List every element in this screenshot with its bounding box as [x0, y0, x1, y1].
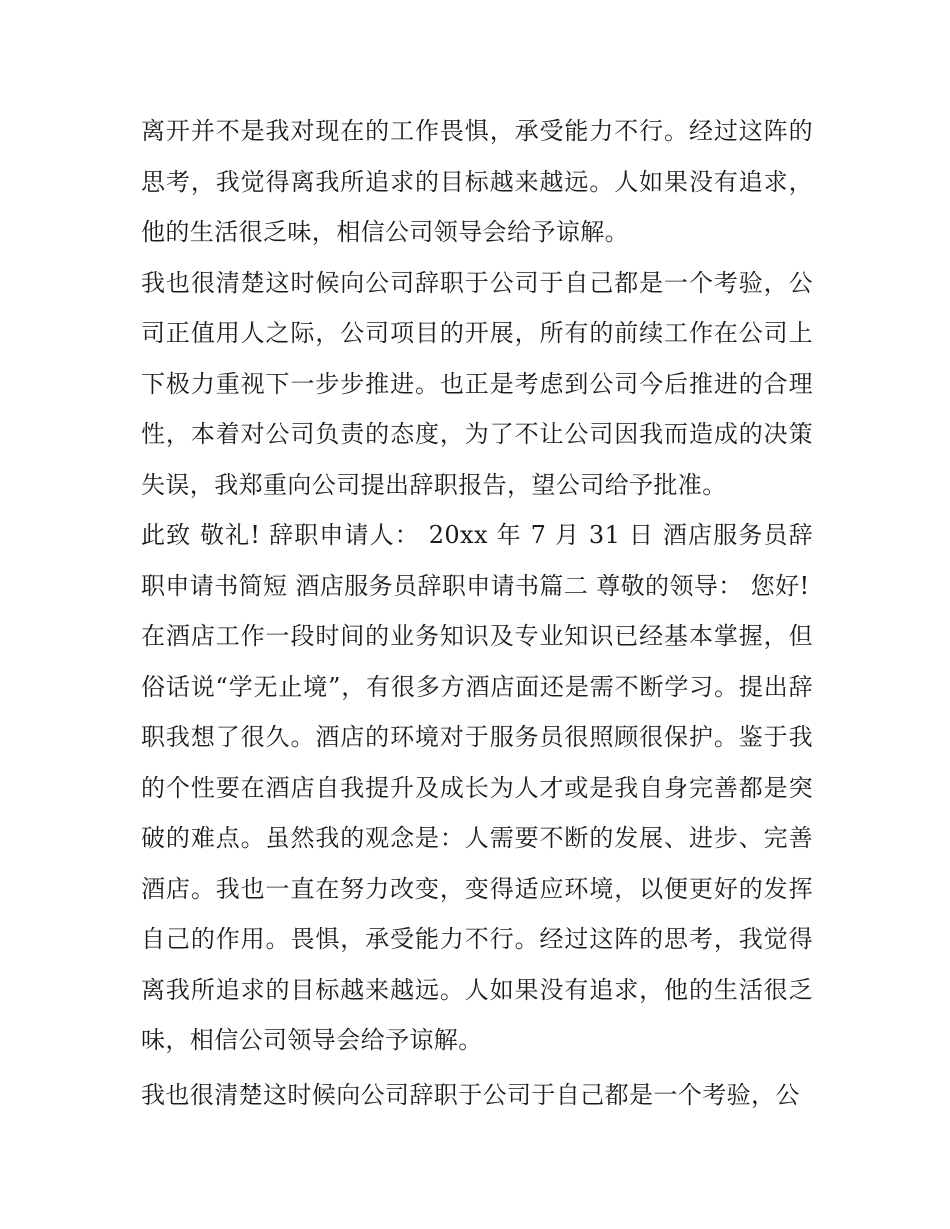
paragraph-2: 我也很清楚这时候向公司辞职于公司于自己都是一个考验，公司正值用人之际，公司项目的开展，所有的前续工作在公司上下极力重视下一步步推进。也正是考虑到公司今后推进的合理性，本着对公司负责的态度，为了不让公司因我而造成的决策失误，我郑重向公司提出辞职报告，望公司给予批准。 — [141, 268, 813, 499]
paragraph-3: 此致 敬礼! 辞职申请人： 20xx 年 7 月 31 日 酒店服务员辞职申请书简短 酒店服务员辞职申请书篇二 尊敬的领导： 您好! — [141, 521, 813, 600]
paragraph-5: 我也很清楚这时候向公司辞职于公司于自己都是一个考验，公 — [141, 1080, 800, 1109]
document-body — [141, 106, 813, 1120]
paragraph-1: 离开并不是我对现在的工作畏惧，承受能力不行。经过这阵的思考，我觉得离我所追求的目标越来越远。人如果没有追求，他的生活很乏味，相信公司领导会给予谅解。 — [141, 117, 813, 246]
paragraph-4: 在酒店工作一段时间的业务知识及专业知识已经基本掌握，但俗话说“学无止境”，有很多方酒店面还是需不断学习。提出辞职我想了很久。酒店的环境对于服务员很照顾很保护。鉴于我的个性要在酒店自我提升及成长为人才或是我自身完善都是突破的难点。虽然我的观念是：人需要不断的发展、进步、完善酒店。我也一直在努力改变，变得适应环境，以便更好的发挥自己的作用。畏惧，承受能力不行。经过这阵的思考，我觉得离我所追求的目标越来越远。人如果没有追求，他的生活很乏味，相信公司领导会给予谅解。 — [141, 622, 813, 1054]
